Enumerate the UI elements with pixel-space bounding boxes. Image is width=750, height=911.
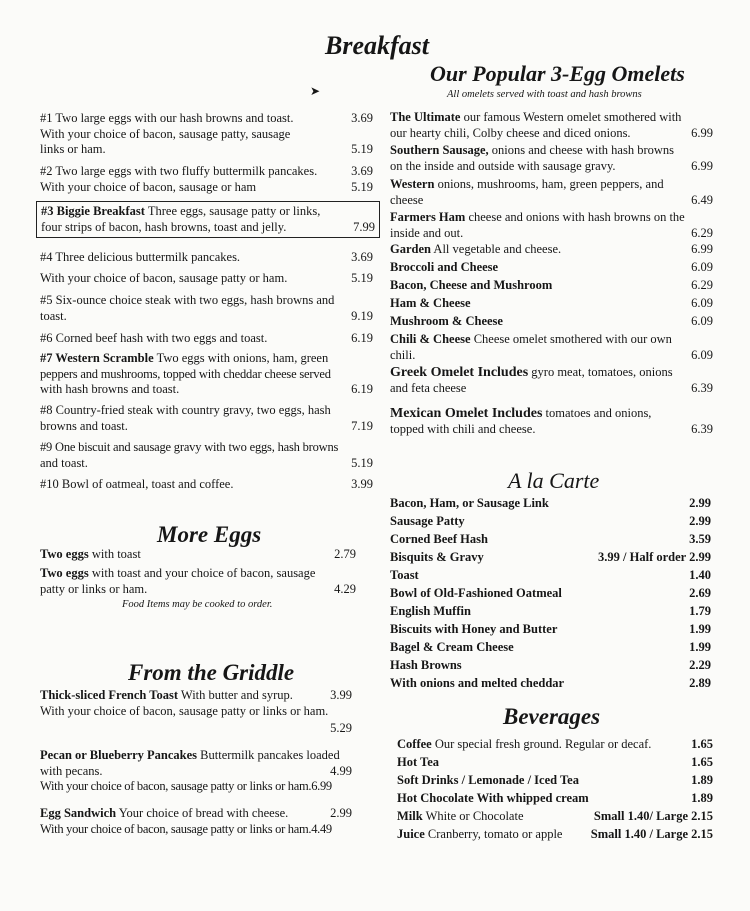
breakfast-item-10: #10 Bowl of oatmeal, toast and coffee. 3.99 [40, 477, 373, 491]
breakfast-item-2: #2 Two large eggs with two fluffy buttermilk pancakes. 3.69 With your choice of bacon, sausage or ham 5.19 [40, 164, 373, 194]
more-eggs-item-1: Two eggs with toast 2.79 [40, 547, 356, 561]
more-eggs-title: More Eggs [157, 522, 262, 547]
list-item: Bagel & Cream Cheese 1.99 [390, 640, 711, 654]
more-eggs-note: Food Items may be cooked to order. [122, 599, 273, 610]
breakfast-item-3: #3 Biggie Breakfast Three eggs, sausage patty or links, four strips of bacon, hash browns, toast and jelly. 7.99 [36, 201, 380, 238]
breakfast-item-9: #9 One biscuit and sausage gravy with two eggs, hash browns and toast. 5.19 [40, 440, 373, 470]
list-item: Hot Tea 1.65 [397, 755, 713, 769]
griddle-title: From the Griddle [128, 660, 295, 685]
breakfast-item-6: #6 Corned beef hash with two eggs and toast. 6.19 [40, 331, 373, 345]
list-item: Corned Beef Hash 3.59 [390, 532, 711, 546]
omelet-ham-cheese: Ham & Cheese 6.09 [390, 296, 713, 310]
omelet-bacon-cheese-mushroom: Bacon, Cheese and Mushroom 6.29 [390, 278, 713, 292]
omelet-garden: Garden All vegetable and cheese. 6.99 [390, 242, 713, 256]
list-item: Sausage Patty 2.99 [390, 514, 711, 528]
more-eggs-item-2: Two eggs with toast and your choice of bacon, sausage patty or links or ham. 4.29 [40, 566, 356, 596]
griddle-item-3: Egg Sandwich Your choice of bread with cheese. 2.99 With your choice of bacon, sausage patty or links or ham.4.49 [40, 806, 352, 836]
list-item: Milk White or Chocolate Small 1.40/ Large 2.15 [397, 809, 713, 823]
arrow-icon: ➤ [310, 84, 321, 98]
omelets-title: Our Popular 3-Egg Omelets [430, 61, 685, 86]
list-item: Hot Chocolate With whipped cream 1.89 [397, 791, 713, 805]
omelet-southern-sausage: Southern Sausage, onions and cheese with hash browns on the inside and outside with sausage gravy. 6.99 [390, 143, 713, 173]
breakfast-item-4: #4 Three delicious buttermilk pancakes. 3.69 With your choice of bacon, sausage patty or ham. 5.19 [40, 250, 373, 285]
list-item: Hash Browns 2.29 [390, 658, 711, 672]
omelet-chili-cheese: Chili & Cheese Cheese omelet smothered with our own chili. 6.09 [390, 332, 713, 362]
omelet-mushroom-cheese: Mushroom & Cheese 6.09 [390, 314, 713, 328]
list-item: Juice Cranberry, tomato or apple Small 1.40 / Large 2.15 [397, 827, 713, 841]
omelet-western: Western onions, mushrooms, ham, green peppers, and cheese 6.49 [390, 177, 713, 207]
griddle-item-1: Thick-sliced French Toast With butter and syrup. 3.99 With your choice of bacon, sausage patty or links or ham. 5.29 [40, 688, 352, 735]
omelet-broccoli-cheese: Broccoli and Cheese 6.09 [390, 260, 713, 274]
list-item: Soft Drinks / Lemonade / Iced Tea 1.89 [397, 773, 713, 787]
omelet-ultimate: The Ultimate our famous Western omelet smothered with our hearty chili, Colby cheese and diced onions. 6.99 [390, 110, 713, 140]
list-item: Bacon, Ham, or Sausage Link 2.99 [390, 496, 711, 510]
beverages-list [397, 737, 713, 845]
omelets-subtitle: All omelets served with toast and hash browns [447, 89, 642, 100]
breakfast-title: Breakfast [325, 31, 429, 60]
omelet-greek: Greek Omelet Includes gyro meat, tomatoes, onions and feta cheese 6.39 [390, 365, 713, 395]
list-item: English Muffin 1.79 [390, 604, 711, 618]
beverages-title: Beverages [503, 704, 601, 729]
a-la-carte-list [390, 496, 711, 694]
list-item: Coffee Our special fresh ground. Regular or decaf. 1.65 [397, 737, 713, 751]
breakfast-item-8: #8 Country-fried steak with country gravy, two eggs, hash browns and toast. 7.19 [40, 403, 373, 433]
griddle-item-2: Pecan or Blueberry Pancakes Buttermilk pancakes loaded with pecans. 4.99 With your choice of bacon, sausage patty or links or ham.6.99 [40, 748, 352, 793]
a-la-carte-title: A la Carte [508, 468, 600, 493]
list-item: Bisquits & Gravy 3.99 / Half order 2.99 [390, 550, 711, 564]
list-item: With onions and melted cheddar 2.89 [390, 676, 711, 690]
list-item: Toast 1.40 [390, 568, 711, 582]
breakfast-item-5: #5 Six-ounce choice steak with two eggs, hash browns and toast. 9.19 [40, 293, 373, 323]
breakfast-item-7: #7 Western Scramble Two eggs with onions, ham, green peppers and mushrooms, topped with cheddar cheese served with hash browns and toast. 6.19 [40, 351, 373, 396]
list-item: Bowl of Old-Fashioned Oatmeal 2.69 [390, 586, 711, 600]
omelet-mexican: Mexican Omelet Includes tomatoes and onions, topped with chili and cheese. 6.39 [390, 406, 713, 436]
omelet-farmers-ham: Farmers Ham cheese and onions with hash browns on the inside and out. 6.29 [390, 210, 713, 240]
breakfast-item-1: #1 Two large eggs with our hash browns and toast. 3.69 With your choice of bacon, sausage patty, sausage links or ham. 5.19 [40, 111, 373, 156]
list-item: Biscuits with Honey and Butter 1.99 [390, 622, 711, 636]
